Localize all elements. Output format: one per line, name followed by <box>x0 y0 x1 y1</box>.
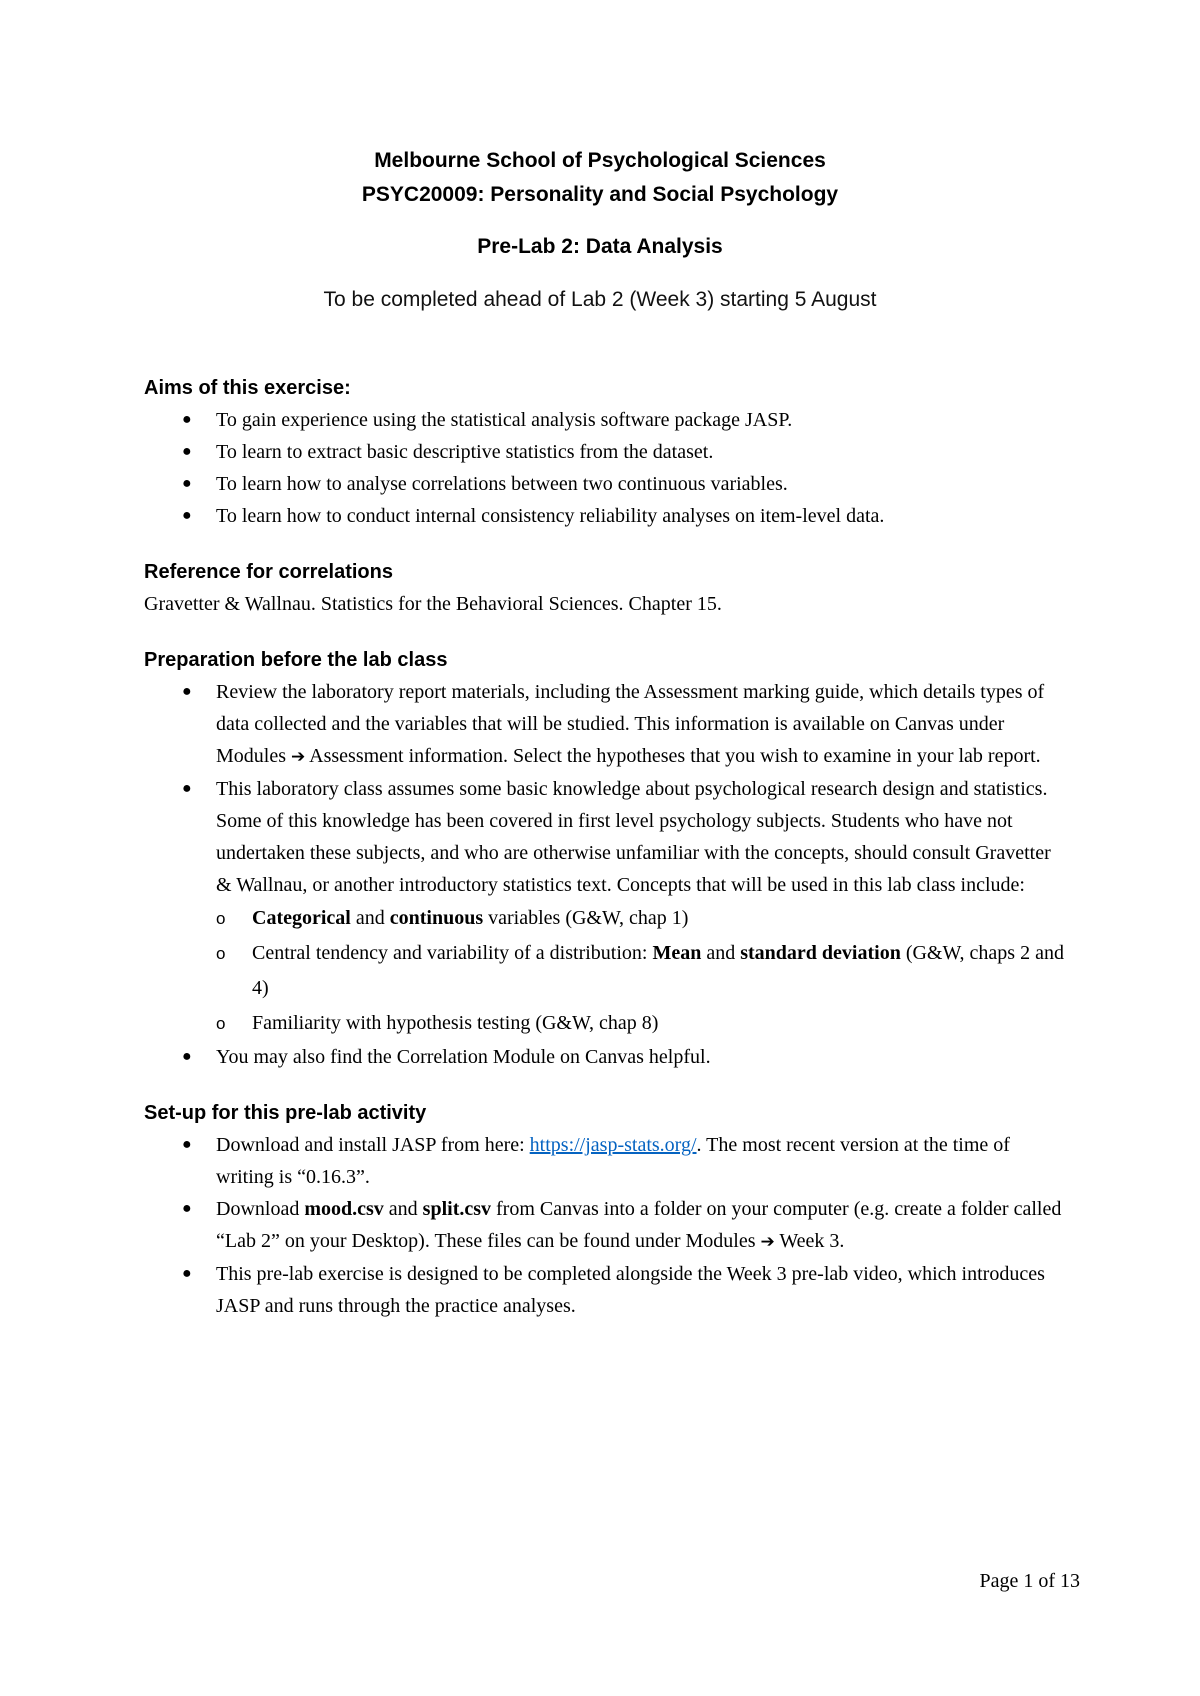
course-title: PSYC20009: Personality and Social Psychology <box>361 183 839 206</box>
arrow-right-icon: ➔ <box>291 747 306 767</box>
setup-heading: Set-up for this pre-lab activity <box>144 1102 427 1124</box>
preparation-heading: Preparation before the lab class <box>144 649 448 671</box>
prelab-title: Pre-Lab 2: Data Analysis <box>477 235 723 258</box>
school-title: Melbourne School of Psychological Sciences <box>374 149 826 172</box>
setup-section <box>144 1099 1064 1322</box>
sublist-item: o Central tendency and variability of a distribution: Mean and standard deviation (G&W, chaps 2 and 4) <box>216 936 1064 1006</box>
aims-section <box>144 374 1064 532</box>
aims-list <box>144 404 1064 532</box>
reference-section <box>144 558 1064 620</box>
reference-heading: Reference for correlations <box>144 561 393 583</box>
list-item: ● This laboratory class assumes some basic knowledge about psychological research design and statistics. Some of this knowledge has been covered in first level psychology subjects. Students who have not undertaken these subjects, and who are otherwise unfamiliar with the concepts, should consult Gravetter & Wallnau, or another introductory statistics text. Concepts that will be used in this lab class include: o Categorical and continuous variables (G&W, chap 1) o Central tendency and variability of a distribution: Mean and standard deviation (G&W, chaps 2 and 4) o Familiarity with hypothesis testing (G&W, chap 8) <box>144 773 1064 1041</box>
bullet-icon: ● <box>182 1048 192 1065</box>
list-item: ● To gain experience using the statistical analysis software package JASP. <box>144 404 1064 436</box>
bullet-icon: ● <box>182 1136 192 1153</box>
jasp-download-link[interactable]: https://jasp-stats.org/ <box>529 1134 697 1156</box>
sublist-item: o Familiarity with hypothesis testing (G&W, chap 8) <box>216 1006 1064 1041</box>
list-item: ● To learn how to analyse correlations between two continuous variables. <box>144 468 1064 500</box>
concepts-sublist <box>216 901 1064 1041</box>
setup-list <box>144 1129 1064 1322</box>
bullet-icon: ● <box>182 1200 192 1217</box>
circle-bullet-icon: o <box>216 909 226 928</box>
reference-text: Gravetter & Wallnau. Statistics for the Behavioral Sciences. Chapter 15. <box>144 593 722 615</box>
list-item: ● Review the laboratory report materials, including the Assessment marking guide, which details types of data collected and the variables that will be studied. This information is available on Canvas under Modules ➔ Assessment information. Select the hypotheses that you wish to examine in your lab report. <box>144 676 1064 773</box>
circle-bullet-icon: o <box>216 1014 226 1033</box>
subtitle: To be completed ahead of Lab 2 (Week 3) starting 5 August <box>323 288 877 311</box>
bullet-icon: ● <box>182 1265 192 1282</box>
page-number: Page 1 of 13 <box>979 1570 1080 1592</box>
aims-heading: Aims of this exercise: <box>144 377 351 399</box>
preparation-list <box>144 676 1064 1073</box>
list-item: ● To learn to extract basic descriptive statistics from the dataset. <box>144 436 1064 468</box>
list-item: ● To learn how to conduct internal consistency reliability analyses on item-level data. <box>144 500 1064 532</box>
bullet-icon: ● <box>182 475 192 492</box>
preparation-section <box>144 646 1064 1073</box>
document-header <box>0 144 1200 315</box>
sublist-item: o Categorical and continuous variables (G&W, chap 1) <box>216 901 1064 936</box>
bullet-icon: ● <box>182 507 192 524</box>
arrow-right-icon: ➔ <box>760 1232 775 1252</box>
bullet-icon: ● <box>182 780 192 797</box>
list-item: ● Download and install JASP from here: https://jasp-stats.org/. The most recent version at the time of writing is “0.16.3”. <box>144 1129 1064 1193</box>
document-body <box>144 374 1064 1322</box>
list-item: ● You may also find the Correlation Module on Canvas helpful. <box>144 1041 1064 1073</box>
list-item: ● This pre-lab exercise is designed to be completed alongside the Week 3 pre-lab video, which introduces JASP and runs through the practice analyses. <box>144 1258 1064 1322</box>
bullet-icon: ● <box>182 443 192 460</box>
circle-bullet-icon: o <box>216 944 226 963</box>
bullet-icon: ● <box>182 411 192 428</box>
bullet-icon: ● <box>182 683 192 700</box>
list-item: ● Download mood.csv and split.csv from Canvas into a folder on your computer (e.g. create a folder called “Lab 2” on your Desktop). These files can be found under Modules ➔ Week 3. <box>144 1193 1064 1258</box>
